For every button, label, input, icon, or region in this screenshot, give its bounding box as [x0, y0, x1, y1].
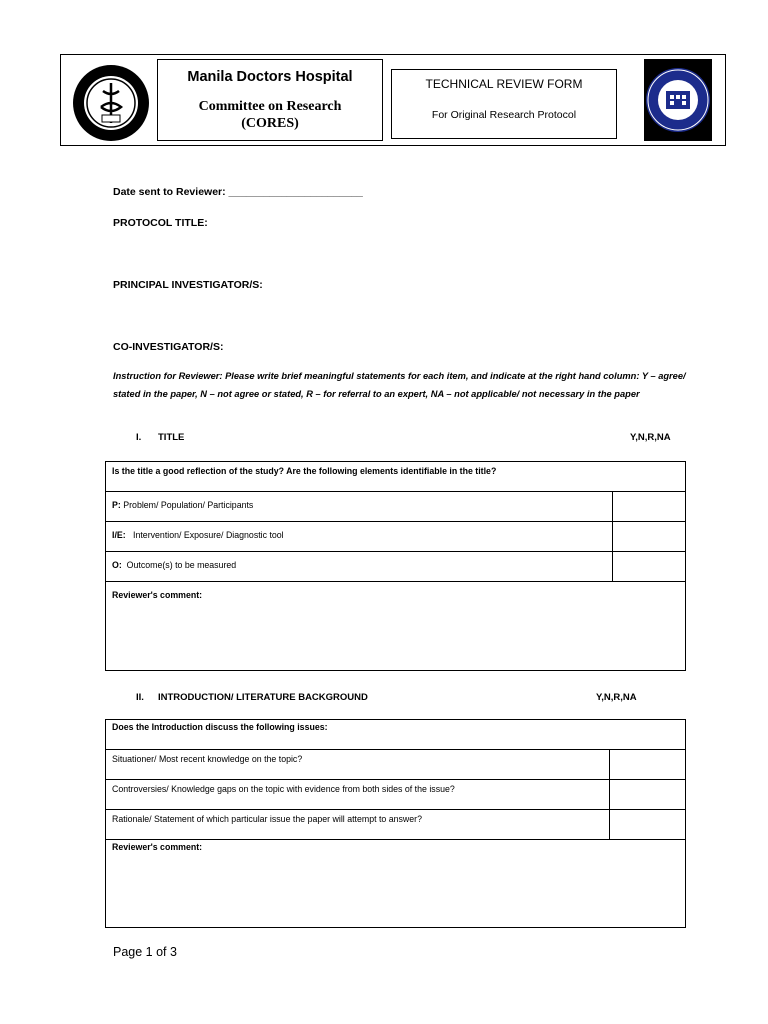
page-number: Page 1 of 3	[113, 945, 177, 959]
comment-label: Reviewer's comment:	[112, 842, 203, 852]
answer-cell[interactable]	[610, 750, 686, 780]
form-title-box	[391, 69, 617, 139]
section1-scale: Y,N,R,NA	[630, 432, 671, 443]
table-row	[106, 492, 686, 522]
table-row	[106, 522, 686, 552]
section1-table	[105, 461, 686, 671]
item-code: P:	[112, 500, 121, 510]
item-text: Rationale/ Statement of which particular issue the paper will attempt to answer?	[106, 810, 610, 840]
item-code: I/E:	[112, 530, 126, 540]
form-subtitle: For Original Research Protocol	[431, 109, 577, 121]
form-header	[60, 54, 726, 146]
answer-cell[interactable]	[613, 552, 686, 582]
committee-line2: (CORES)	[241, 116, 299, 131]
section2-number: II.	[136, 692, 144, 703]
item-text: Problem/ Population/ Participants	[123, 500, 254, 510]
table-row	[106, 810, 686, 840]
co-investigator-label: CO-INVESTIGATOR/S:	[113, 341, 224, 353]
item-text: Outcome(s) to be measured	[126, 560, 237, 570]
section1-title: TITLE	[158, 432, 185, 443]
date-sent-field[interactable]: Date sent to Reviewer: _______________________	[113, 186, 363, 198]
section2-title: INTRODUCTION/ LITERATURE BACKGROUND	[158, 692, 368, 703]
section1-comment-box[interactable]	[106, 582, 686, 671]
section2-table	[105, 719, 686, 928]
hospital-seal-icon	[71, 63, 151, 143]
protocol-title-label: PROTOCOL TITLE:	[113, 217, 208, 229]
research-seal-icon	[644, 59, 712, 141]
reviewer-instruction: Instruction for Reviewer: Please write brief meaningful statements for each item, and indicate at the right hand column: Y – agree/ stated in the paper, N – not agree or stated, R – for referral to an expert, NA – not applicable/ not necessary in the paper	[113, 371, 686, 399]
answer-cell[interactable]	[610, 780, 686, 810]
comment-label: Reviewer's comment:	[112, 590, 203, 600]
answer-cell[interactable]	[613, 492, 686, 522]
item-code: O:	[112, 560, 122, 570]
item-text: Controversies/ Knowledge gaps on the topic with evidence from both sides of the issue?	[106, 780, 610, 810]
table-row	[106, 552, 686, 582]
hospital-box	[157, 59, 383, 141]
section2-comment-box[interactable]	[106, 840, 686, 928]
item-text: Intervention/ Exposure/ Diagnostic tool	[133, 530, 284, 540]
item-text: Situationer/ Most recent knowledge on the topic?	[106, 750, 610, 780]
table-row	[106, 780, 686, 810]
section1-question: Is the title a good reflection of the study? Are the following elements identifiable in the title?	[106, 462, 686, 492]
section2-question: Does the Introduction discuss the following issues:	[106, 720, 686, 750]
table-row	[106, 750, 686, 780]
principal-investigator-label: PRINCIPAL INVESTIGATOR/S:	[113, 279, 263, 291]
answer-cell[interactable]	[613, 522, 686, 552]
hospital-name: Manila Doctors Hospital	[187, 69, 353, 85]
committee-name	[158, 98, 382, 132]
form-title: TECHNICAL REVIEW FORM	[425, 77, 583, 91]
committee-line1: Committee on Research	[198, 99, 342, 114]
section2-scale: Y,N,R,NA	[596, 692, 637, 703]
answer-cell[interactable]	[610, 810, 686, 840]
section1-number: I.	[136, 432, 142, 443]
